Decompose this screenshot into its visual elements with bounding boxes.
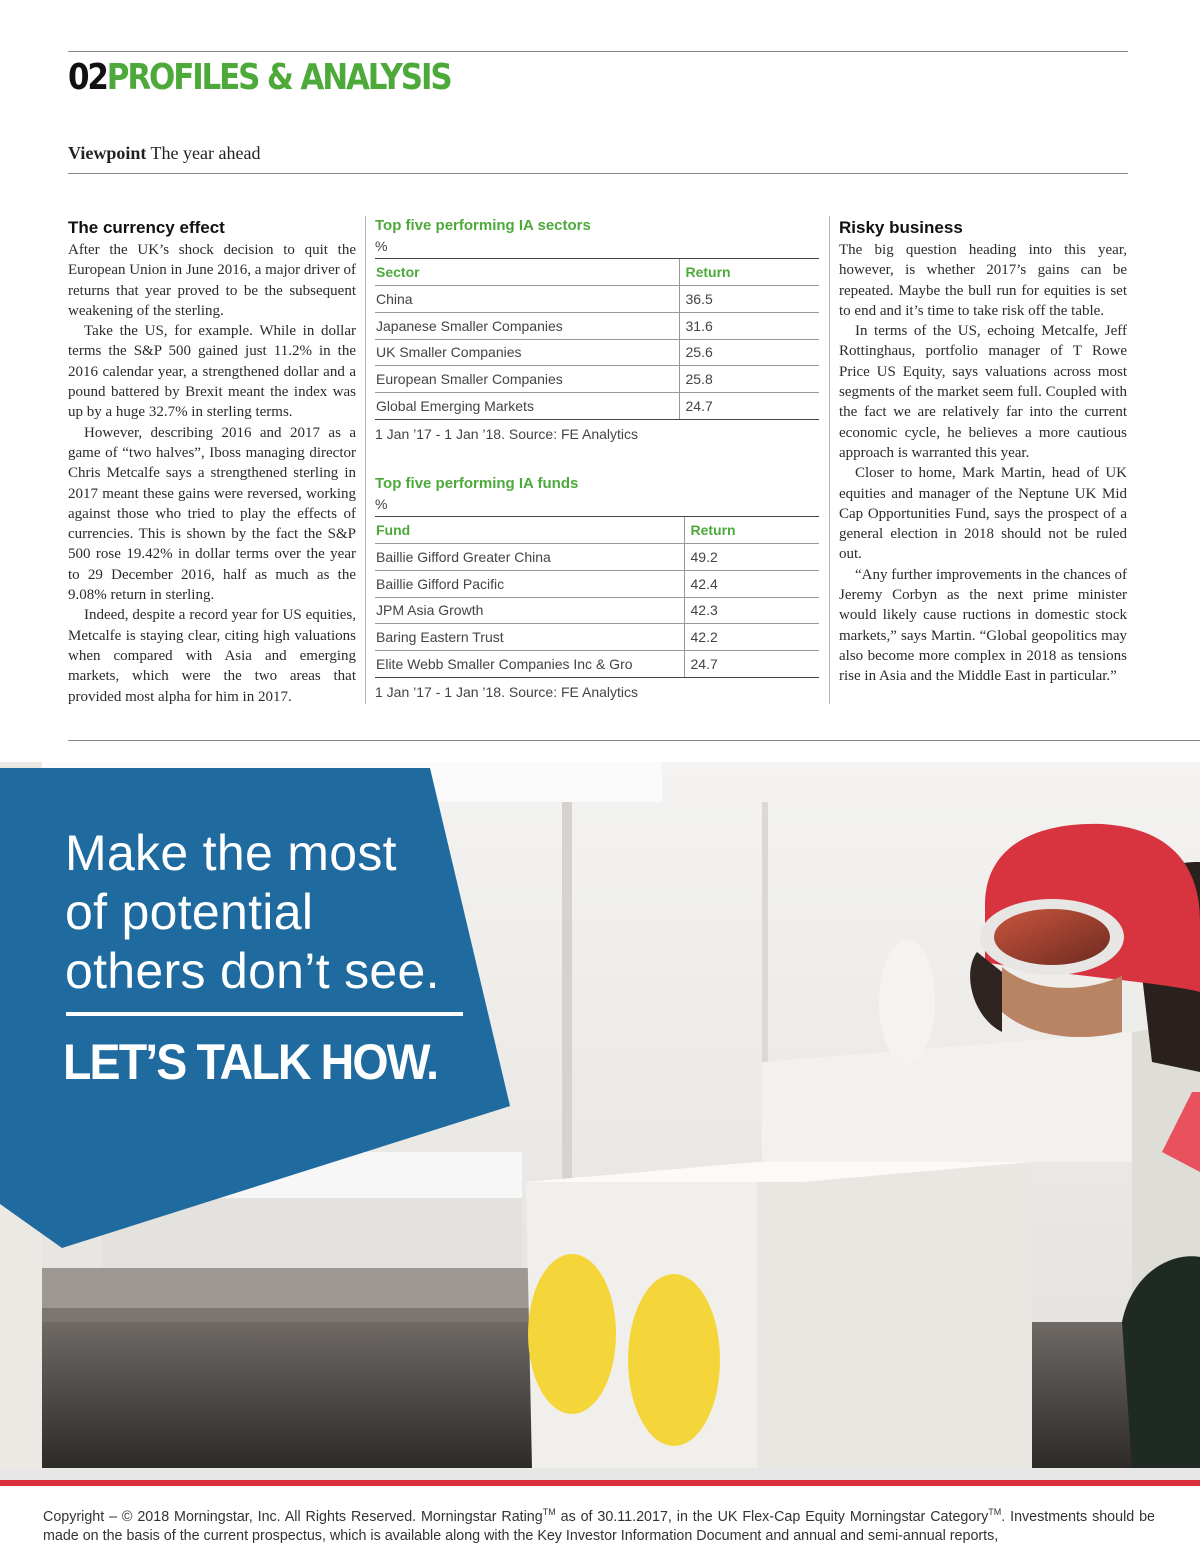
- sectors-table-unit: %: [375, 238, 388, 254]
- right-column: [839, 216, 1127, 687]
- top-rule: [68, 51, 1128, 52]
- column-header-fund: Fund: [375, 517, 684, 544]
- sector-name: China: [375, 286, 679, 313]
- paragraph: “Any further improvements in the chances of Jeremy Corbyn as the next prime minister would likely cause ructions in domestic stock markets,” says Martin. “Global geopolitics may also become more complex in 2018 as tensions rise in Asia and the Middle East in particular.”: [839, 566, 1127, 685]
- sectors-table-block: [375, 216, 819, 444]
- section-title: PROFILES & ANALYSIS: [106, 57, 451, 98]
- sector-return: 25.8: [679, 366, 819, 393]
- table-row: [375, 393, 819, 420]
- article-end-rule: [68, 740, 1200, 741]
- paragraph: Indeed, despite a record year for US equities, Metcalfe is staying clear, citing high valuations when compared with Asia and emerging markets, which were the two areas that provided most alpha for him in 2017.: [68, 607, 356, 705]
- footer-text: Copyright – © 2018 Morningstar, Inc. All Rights Reserved. Morningstar Rating: [43, 1508, 543, 1525]
- fund-name: Baring Eastern Trust: [375, 624, 684, 651]
- fund-name: Baillie Gifford Pacific: [375, 570, 684, 597]
- left-column-heading: The currency effect: [68, 218, 225, 237]
- paragraph: In terms of the US, echoing Metcalfe, Jeff Rottinghaus, portfolio manager of T Rowe Price US Equity, says valuations across most segments of the market seem full. Coupled with the fact we are relatively far into the current economic cycle, he believes a more cautious approach is warranted this year.: [839, 323, 1127, 461]
- article-kicker: [68, 143, 260, 164]
- advert-headline-line: of potential: [65, 884, 314, 940]
- sector-name: Global Emerging Markets: [375, 393, 679, 420]
- sectors-table-source: 1 Jan ’17 - 1 Jan ’18. Source: FE Analytics: [375, 425, 639, 442]
- table-row: [375, 339, 819, 366]
- fund-return: 49.2: [684, 544, 819, 571]
- kicker-rule: [68, 173, 1128, 174]
- sector-return: 31.6: [679, 312, 819, 339]
- advert-divider: [66, 1012, 463, 1016]
- table-header-row: [375, 517, 819, 544]
- table-row: [375, 624, 819, 651]
- yellow-circle: [528, 1254, 616, 1414]
- fund-name: Elite Webb Smaller Companies Inc & Gro: [375, 651, 684, 678]
- paragraph: The big question heading into this year, however, is whether 2017’s gains can be repeated. Maybe the bull run for equities is set to end and it’s time to take risk off the table.: [839, 242, 1127, 319]
- funds-table-source: 1 Jan ’17 - 1 Jan ’18. Source: FE Analytics: [375, 683, 639, 700]
- advert: [0, 762, 1200, 1468]
- fund-name: Baillie Gifford Greater China: [375, 544, 684, 571]
- funds-table: [375, 516, 819, 678]
- section-number: 02: [68, 57, 107, 98]
- fund-return: 24.7: [684, 651, 819, 678]
- table-row: [375, 366, 819, 393]
- advert-headline-line: others don’t see.: [65, 943, 440, 999]
- trademark-mark: TM: [988, 1507, 1002, 1517]
- goggles: [994, 909, 1110, 965]
- left-column: [68, 216, 356, 707]
- funds-table-unit: %: [375, 496, 388, 512]
- footer-text: as of 30.11.2017, in the UK Flex-Cap Equity Morningstar Category: [555, 1508, 989, 1525]
- paragraph: After the UK’s shock decision to quit the European Union in June 2016, a major driver of returns that year proved to be the subsequent weakening of the sterling.: [68, 242, 356, 319]
- fund-name: JPM Asia Growth: [375, 597, 684, 624]
- paragraph: However, describing 2016 and 2017 as a game of “two halves”, Iboss managing director Chris Metcalfe says a strengthened sterling in 2017 meant these gains were reversed, working against those who tried to play the effects of currencies. This is shown by the fact the S&P 500 rose 19.42% in dollar terms over the year to 29 December 2016, half as much as the 9.08% return in sterling.: [68, 424, 356, 604]
- funds-table-title: Top five performing IA funds: [375, 475, 579, 492]
- yellow-circle: [628, 1274, 720, 1446]
- column-header-return: Return: [684, 517, 819, 544]
- footer-text: . Investments should be made on the basis of the current prospectus, which is available along with the Key Investor Information Document and annual and semi-annual reports,: [43, 1508, 1155, 1544]
- fund-return: 42.3: [684, 597, 819, 624]
- advert-headline-line: Make the most: [65, 825, 397, 881]
- table-row: [375, 544, 819, 571]
- advert-headline: [65, 824, 485, 1001]
- sectors-table: [375, 258, 819, 420]
- kicker-title: The year ahead: [146, 143, 261, 163]
- table-row: [375, 651, 819, 678]
- column-divider: [365, 216, 366, 704]
- sector-name: UK Smaller Companies: [375, 339, 679, 366]
- kicker-label: Viewpoint: [68, 143, 147, 163]
- table-header-row: [375, 259, 819, 286]
- paragraph: Take the US, for example. While in dollar terms the S&P 500 gained just 11.2% in the 2016 calendar year, a strengthened dollar and a pound battered by Brexit meant the index was up by a huge 32.7% in sterling terms.: [68, 323, 356, 421]
- table-row: [375, 597, 819, 624]
- column-header-sector: Sector: [375, 259, 679, 286]
- table-row: [375, 570, 819, 597]
- sector-name: Japanese Smaller Companies: [375, 312, 679, 339]
- fund-return: 42.4: [684, 570, 819, 597]
- column-divider: [829, 216, 830, 704]
- funds-table-block: [375, 474, 819, 702]
- section-heading: [68, 56, 450, 100]
- fund-return: 42.2: [684, 624, 819, 651]
- trademark-mark: TM: [542, 1507, 556, 1517]
- sectors-table-title: Top five performing IA sectors: [375, 217, 591, 234]
- sector-return: 36.5: [679, 286, 819, 313]
- sector-name: European Smaller Companies: [375, 366, 679, 393]
- right-column-heading: Risky business: [839, 218, 963, 237]
- sector-return: 25.6: [679, 339, 819, 366]
- sector-return: 24.7: [679, 393, 819, 420]
- footer-red-band: [0, 1480, 1200, 1486]
- paragraph: Closer to home, Mark Martin, head of UK equities and manager of the Neptune UK Mid Cap Opportunities Fund, says the prospect of a general election in 2018 should not be ruled out.: [839, 465, 1127, 563]
- footer-gray-band: [0, 1468, 1200, 1480]
- table-row: [375, 312, 819, 339]
- table-row: [375, 286, 819, 313]
- advert-cta: LET’S TALK HOW.: [63, 1034, 438, 1090]
- column-header-return: Return: [679, 259, 819, 286]
- footer-disclaimer: [43, 1503, 1155, 1546]
